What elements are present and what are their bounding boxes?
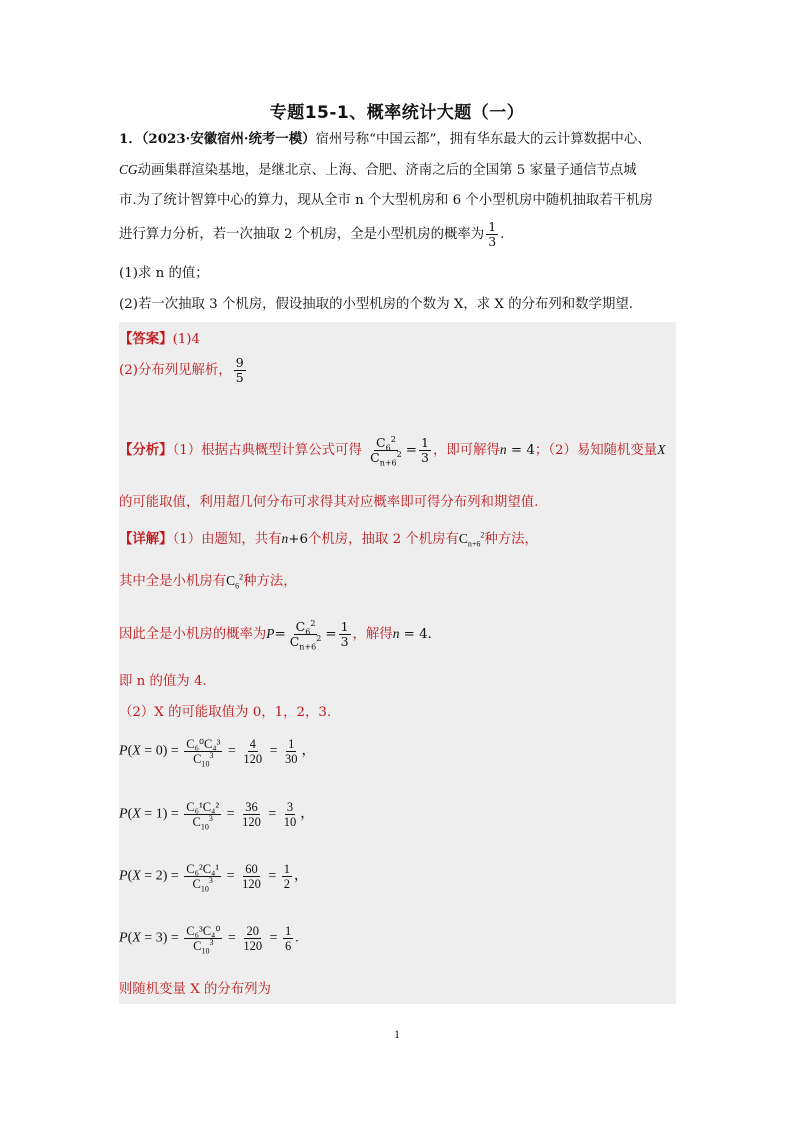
analysis-fraction: $\frac{C_6^2}{C_{n+6}^2}$: [370, 434, 402, 468]
expectation-fraction: $\frac{9}{5}$: [235, 355, 244, 385]
question-line-1: 1．（2023·安徽宿州·统考一模）宿州号称“中国云都”，拥有华东最大的云计算数据中心、: [119, 131, 651, 147]
detail-line-5: （2）X 的可能取值为 0，1，2，3.: [119, 705, 332, 720]
page-number: 1: [394, 1027, 400, 1041]
answer-box: [119, 322, 676, 1004]
detail-line-4: 即 n 的值为 4.: [119, 674, 207, 689]
question-line-3: 市.为了统计智算中心的算力，现从全市 n 个大型机房和 6 个小型机房中随机抽取若干机房: [119, 193, 653, 208]
analysis-line-1: 【分析】（1）根据古典概型计算公式可得 $\frac{C_6^2}{C_{n+6}^2}$ = $\frac{1}{3}$ ，即可解得n = 4；（2）易知随机变量X: [119, 434, 666, 468]
detail-fraction-result: $\frac{1}{3}$: [340, 619, 349, 649]
prob-eq-1: P(X = 1) = $\frac{\text{C₆¹C₄²}}{C_{10}^3}$ = $\frac{36}{120}$ = $\frac{3}{10}$ ，: [119, 800, 315, 832]
analysis-fraction-result: $\frac{1}{3}$: [420, 435, 429, 465]
sub-question-1: (1)求 n 的值；: [119, 266, 209, 281]
answer-line-1: 【答案】(1)4: [119, 331, 201, 347]
question-line-4: 进行算力分析，若一次抽取 2 个机房，全是小型机房的概率为 $\frac{1}{3}$ .: [119, 219, 505, 249]
detail-line-1: 【详解】（1）由题知，共有n+6个机房，抽取 2 个机房有$C_{n+6}^2$种方法，: [119, 530, 538, 549]
detail-line-2: 其中全是小机房有$C_6^2$种方法，: [119, 572, 297, 591]
question-block: [119, 124, 679, 250]
analysis-line-2: 的可能取值，利用超几何分布可求得其对应概率即可得分布列和期望值.: [119, 495, 539, 510]
answer-line-2: (2)分布列见解析， $\frac{9}{5}$: [119, 355, 244, 385]
fraction: $\frac{1}{3}$: [488, 219, 497, 249]
distribution-intro: 则随机变量 X 的分布列为: [119, 982, 271, 997]
prob-eq-0: P(X = 0) = $\frac{\text{C₆⁰C₄³}}{C_{10}^3}$ = $\frac{4}{120}$ = $\frac{1}{30}$ ，: [119, 737, 316, 769]
page-title: 专题15-1、概率统计大题（一）: [269, 103, 525, 123]
question-line-2: CG动画集群渲染基地，是继北京、上海、合肥、济南之后的全国第 5 家量子通信节点城: [119, 162, 637, 178]
prob-eq-3: P(X = 3) = $\frac{\text{C₆³C₄⁰}}{C_{10}^3}$ = $\frac{20}{120}$ = $\frac{1}{6}$ .: [119, 924, 299, 956]
detail-fraction: $\frac{C_6^2}{C_{n+6}^2}$: [289, 618, 322, 652]
sub-question-2: (2)若一次抽取 3 个机房，假设抽取的小型机房的个数为 X，求 X 的分布列和数学期望.: [119, 297, 633, 312]
detail-line-3: 因此全是小机房的概率为P= $\frac{C_6^2}{C_{n+6}^2}$ = $\frac{1}{3}$ ，解得n = 4.: [119, 618, 432, 652]
prob-eq-2: P(X = 2) = $\frac{\text{C₆²C₄¹}}{C_{10}^3}$ = $\frac{60}{120}$ = $\frac{1}{2}$ ，: [119, 862, 308, 894]
